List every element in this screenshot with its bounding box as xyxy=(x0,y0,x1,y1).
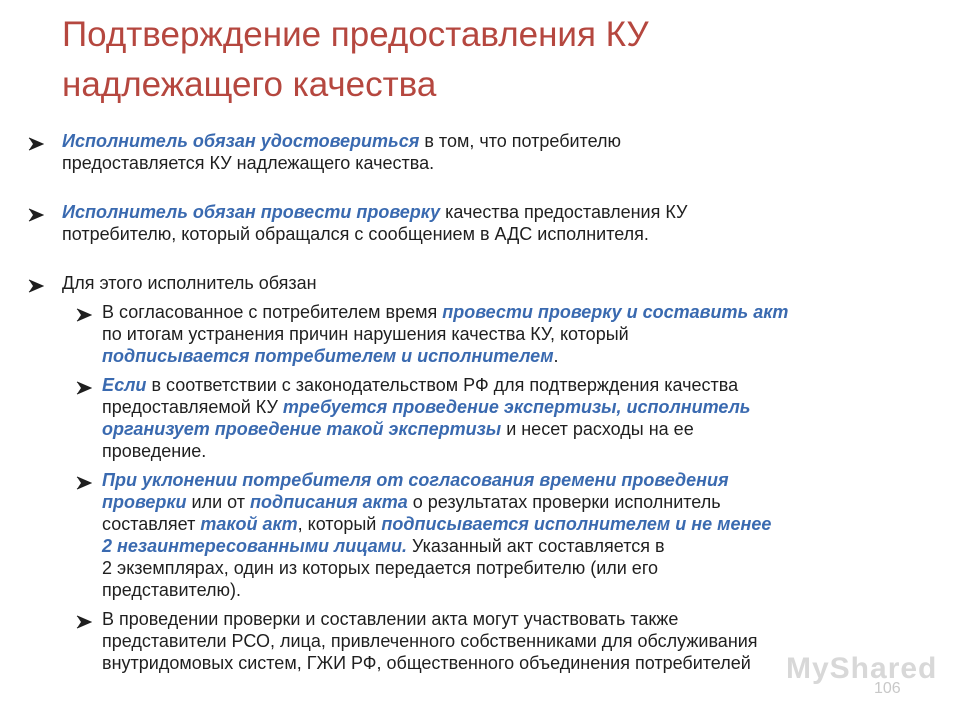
slide-content xyxy=(28,130,908,681)
text-line xyxy=(102,396,908,418)
arrow-bullet-icon xyxy=(76,473,92,487)
title-line-1: Подтверждение предоставления КУ xyxy=(62,15,649,54)
text-line xyxy=(102,345,908,367)
plain-text: составляет xyxy=(102,514,201,534)
highlighted-text: Исполнитель обязан удостовериться xyxy=(62,131,420,151)
watermark-logo: MyShared xyxy=(786,652,938,685)
plain-text: представителю). xyxy=(102,580,241,600)
plain-text: качества предоставления КУ xyxy=(440,202,688,222)
bullet-list xyxy=(28,130,908,674)
plain-text: в том, что потребителю xyxy=(419,131,622,151)
arrow-bullet-icon xyxy=(28,205,44,219)
plain-text: Для этого исполнитель обязан xyxy=(62,273,317,293)
text-line xyxy=(102,535,908,557)
highlighted-text: При уклонении потребителя от согласования времени проведения xyxy=(102,470,729,490)
plain-text: по итогам устранения причин нарушения качества КУ, который xyxy=(102,324,629,344)
bullet-item xyxy=(28,201,908,245)
plain-text: представители РСО, лица, привлеченного собственниками для обслуживания xyxy=(102,631,758,651)
plain-text: внутридомовых систем, ГЖИ РФ, общественного объединения потребителей xyxy=(102,653,751,673)
arrow-bullet-icon xyxy=(28,276,44,290)
text-line xyxy=(102,608,908,630)
highlighted-text: проверки xyxy=(102,492,187,512)
highlighted-text: Исполнитель обязан провести проверку xyxy=(62,202,441,222)
highlighted-text: подписывается исполнителем и не менее xyxy=(381,514,772,534)
arrow-bullet-icon xyxy=(28,134,44,148)
highlighted-text: подписывается потребителем и исполнителем xyxy=(102,346,554,366)
text-line xyxy=(102,491,908,513)
sub-bullet-item xyxy=(28,374,908,462)
plain-text: 2 экземплярах, один из которых передается потребителю (или его xyxy=(102,558,658,578)
plain-text: и несет расходы на ее xyxy=(501,419,694,439)
text-line xyxy=(102,579,908,601)
text-line xyxy=(102,301,908,323)
plain-text: В согласованное с потребителем время xyxy=(102,302,443,322)
highlighted-text: Если xyxy=(102,375,147,395)
arrow-bullet-icon xyxy=(76,305,92,319)
highlighted-text: требуется проведение экспертизы, исполнитель xyxy=(282,397,751,417)
plain-text: , который xyxy=(297,514,382,534)
plain-text: . xyxy=(553,346,559,366)
plain-text: в соответствии с законодательством РФ для подтверждения качества xyxy=(146,375,739,395)
plain-text: потребителю, который обращался с сообщением в АДС исполнителя. xyxy=(62,224,649,244)
text-line xyxy=(102,418,908,440)
plain-text: предоставляется КУ надлежащего качества. xyxy=(62,153,435,173)
sub-bullet-item xyxy=(28,301,908,367)
plain-text: о результатах проверки исполнитель xyxy=(407,492,721,512)
text-line xyxy=(62,152,908,174)
bullet-item xyxy=(28,272,908,294)
highlighted-text: подписания акта xyxy=(250,492,408,512)
arrow-bullet-icon xyxy=(76,378,92,392)
text-line xyxy=(102,374,908,396)
plain-text: предоставляемой КУ xyxy=(102,397,283,417)
slide-title xyxy=(62,10,882,110)
text-line xyxy=(102,513,908,535)
highlighted-text: провести проверку и составить акт xyxy=(442,302,789,322)
text-line xyxy=(102,469,908,491)
text-line xyxy=(102,630,908,652)
title-line-2: надлежащего качества xyxy=(62,65,437,104)
highlighted-text: 2 незаинтересованными лицами. xyxy=(102,536,407,556)
arrow-bullet-icon xyxy=(76,612,92,626)
text-line xyxy=(62,130,908,152)
sub-bullet-item xyxy=(28,608,908,674)
plain-text: или от xyxy=(186,492,251,512)
highlighted-text: организует проведение такой экспертизы xyxy=(102,419,502,439)
highlighted-text: такой акт xyxy=(200,514,298,534)
plain-text: В проведении проверки и составлении акта могут участвовать также xyxy=(102,609,679,629)
bullet-item xyxy=(28,130,908,174)
plain-text: Указанный акт составляется в xyxy=(406,536,665,556)
text-line xyxy=(62,272,908,294)
text-line xyxy=(102,557,908,579)
text-line xyxy=(62,223,908,245)
text-line xyxy=(62,201,908,223)
sub-bullet-item xyxy=(28,469,908,601)
plain-text: проведение. xyxy=(102,441,207,461)
text-line xyxy=(102,323,908,345)
page-number: 106 xyxy=(874,680,901,697)
text-line xyxy=(102,440,908,462)
